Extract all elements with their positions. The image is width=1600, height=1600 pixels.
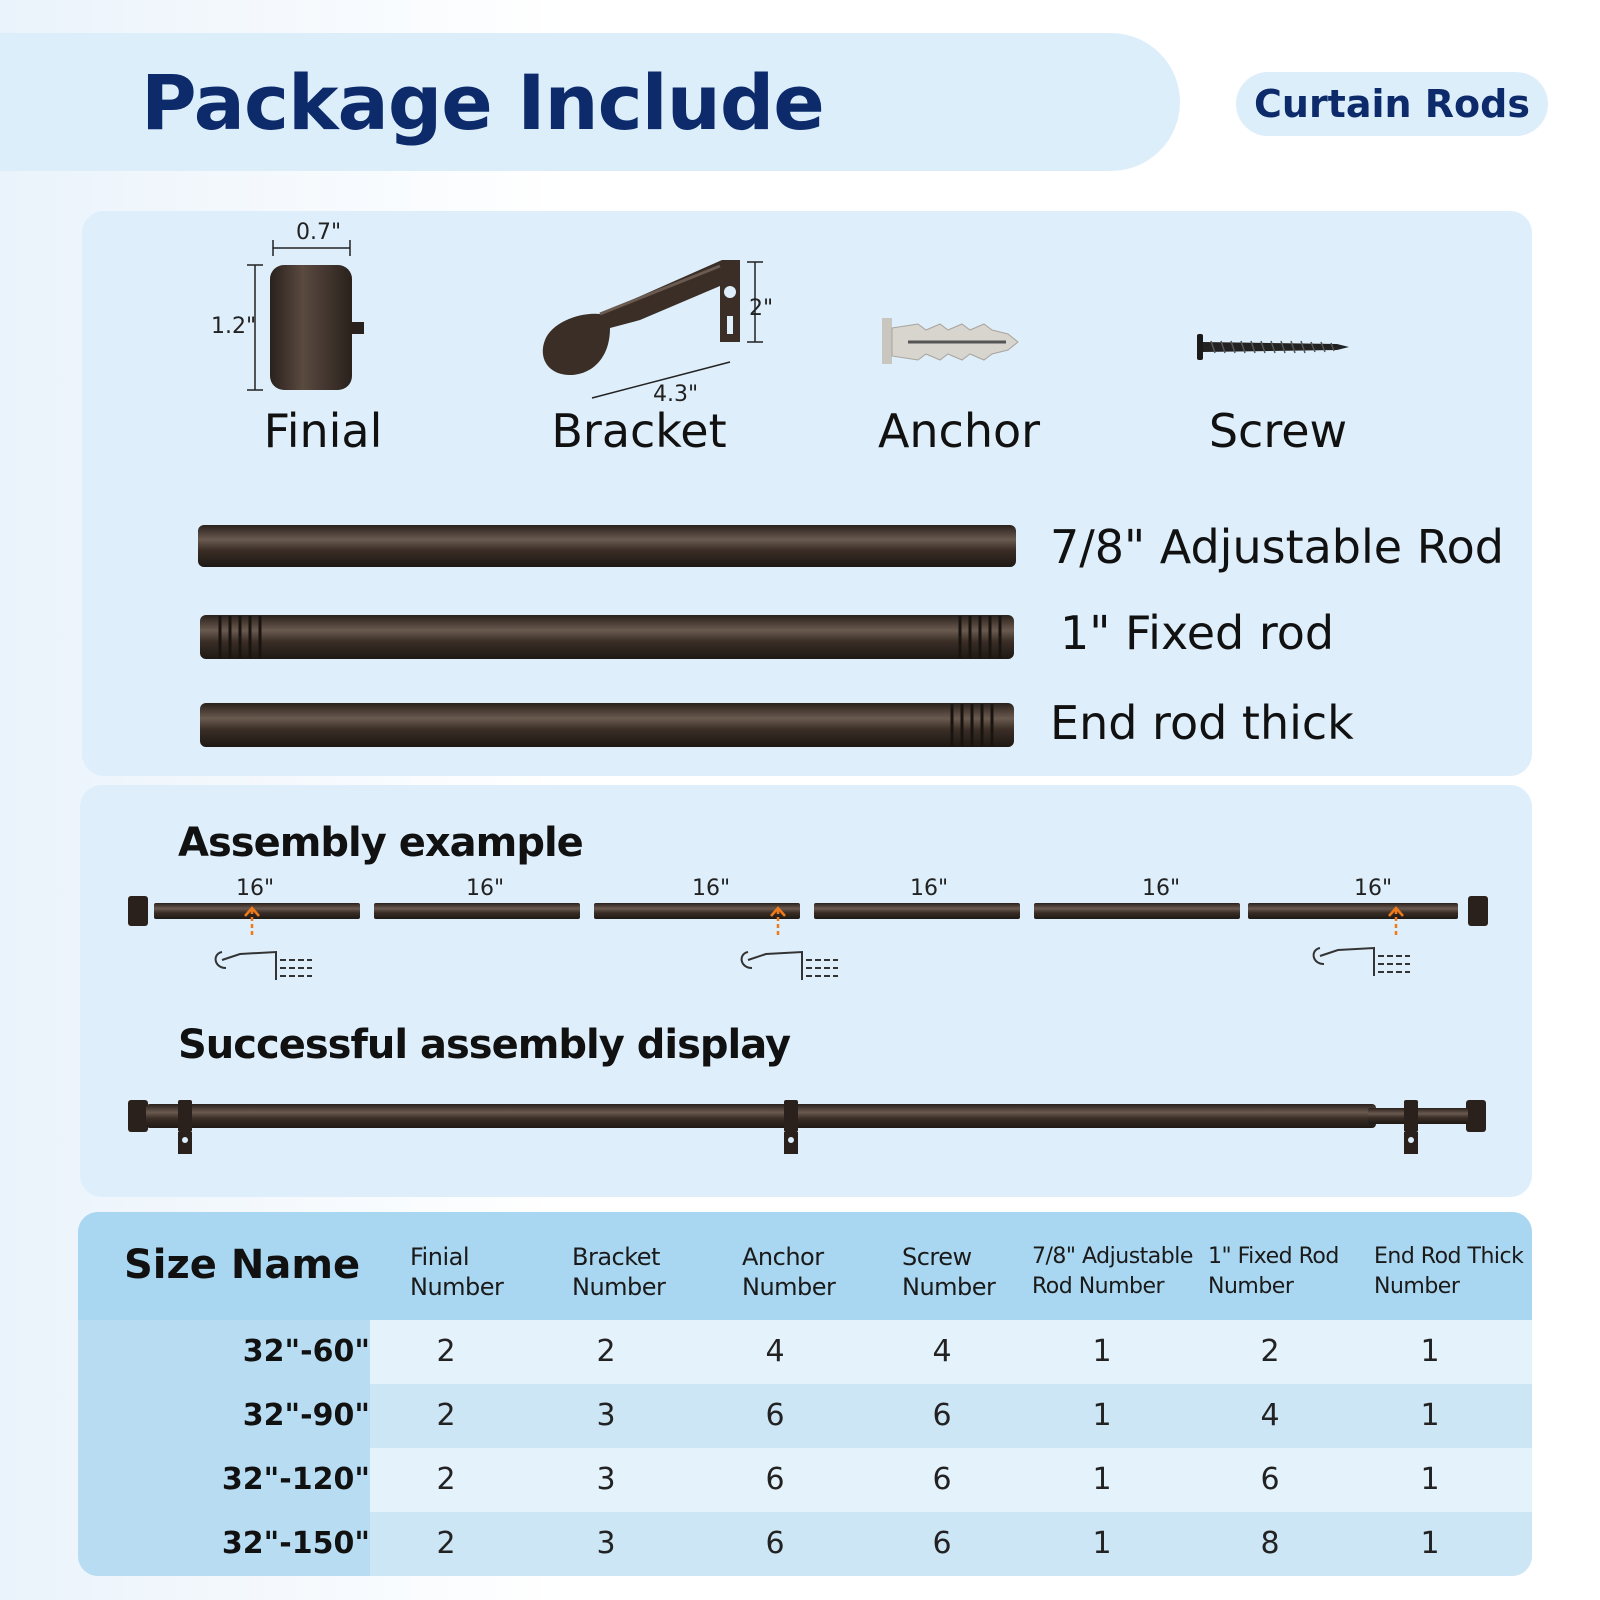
size-cell: [78, 1384, 370, 1448]
segment-length-label: 16": [466, 876, 505, 901]
end-rod-count: 1: [1420, 1462, 1440, 1497]
fixed-rod-count: 6: [1260, 1462, 1280, 1497]
finial-count: 2: [436, 1462, 456, 1497]
header-end-rod-number: End Rod Thick Number: [1374, 1244, 1524, 1299]
anchor-image: [878, 316, 1028, 376]
anchor-label: Anchor: [877, 404, 1041, 458]
bracket-count: 3: [596, 1526, 616, 1561]
finial-count: 2: [436, 1334, 456, 1369]
successful-assembly-diagram: [128, 1100, 1488, 1160]
segment-length-label: 16": [910, 876, 949, 901]
size-name: 32"-120": [221, 1462, 370, 1497]
bracket-count: 3: [596, 1398, 616, 1433]
header-screw-number: Screw Number: [902, 1243, 996, 1301]
screw-label: Screw: [1208, 404, 1348, 458]
fixed-rod-count: 2: [1260, 1334, 1280, 1369]
bracket-height-dimension: 2": [749, 296, 774, 321]
size-cell: [78, 1448, 370, 1512]
end-rod-count: 1: [1420, 1334, 1440, 1369]
screw-count: 6: [932, 1398, 952, 1433]
header-size-name: Size Name: [124, 1242, 361, 1288]
screw-count: 6: [932, 1526, 952, 1561]
size-name: 32"-60": [242, 1334, 370, 1369]
segment-length-label: 16": [1142, 876, 1181, 901]
finial-count: 2: [436, 1526, 456, 1561]
bracket-count: 2: [596, 1334, 616, 1369]
anchor-count: 6: [765, 1398, 785, 1433]
header-bracket-number: Bracket Number: [572, 1243, 666, 1301]
size-cell: [78, 1320, 370, 1384]
successful-assembly-title: Successful assembly display: [178, 1022, 791, 1068]
bracket-label: Bracket: [551, 404, 727, 458]
size-name: 32"-150": [221, 1526, 370, 1561]
end-rod-count: 1: [1420, 1526, 1440, 1561]
header-anchor-number: Anchor Number: [742, 1243, 836, 1301]
table-row: [78, 1448, 1532, 1512]
header-finial-number: Finial Number: [410, 1243, 504, 1301]
package-quantity-table: [78, 1212, 1532, 1576]
screw-count: 4: [932, 1334, 952, 1369]
fixed-rod-count: 8: [1260, 1526, 1280, 1561]
table-row: [78, 1320, 1532, 1384]
header-adjustable-rod-number: 7/8" Adjustable Rod Number: [1032, 1244, 1193, 1299]
bracket-count: 3: [596, 1462, 616, 1497]
fixed-rod-label: 1" Fixed rod: [1060, 606, 1335, 660]
adjustable-rod-count: 1: [1092, 1334, 1112, 1369]
fixed-rod-count: 4: [1260, 1398, 1280, 1433]
size-cell: [78, 1512, 370, 1576]
fixed-rod-image: [200, 614, 1020, 662]
screw-count: 6: [932, 1462, 952, 1497]
finial-height-dimension: 1.2": [211, 314, 257, 339]
adjustable-rod-count: 1: [1092, 1398, 1112, 1433]
finial-label: Finial: [263, 404, 383, 458]
table-row: [78, 1384, 1532, 1448]
category-badge: Curtain Rods: [1236, 72, 1548, 136]
end-rod-label: End rod thick: [1050, 696, 1354, 750]
adjustable-rod-count: 1: [1092, 1462, 1112, 1497]
table-header-row: [78, 1212, 1532, 1320]
segment-length-label: 16": [1354, 876, 1393, 901]
adjustable-rod-label: 7/8" Adjustable Rod: [1050, 520, 1504, 574]
end-rod-count: 1: [1420, 1398, 1440, 1433]
adjustable-rod-image: [198, 525, 1018, 569]
page-title: Package Include: [141, 58, 824, 147]
anchor-count: 6: [765, 1462, 785, 1497]
header-fixed-rod-number: 1" Fixed Rod Number: [1208, 1244, 1339, 1299]
assembly-example-title: Assembly example: [178, 820, 583, 866]
finial-count: 2: [436, 1398, 456, 1433]
assembly-example-diagram: [128, 896, 1488, 1006]
segment-length-label: 16": [692, 876, 731, 901]
screw-image: [1197, 330, 1357, 370]
finial-width-dimension: 0.7": [296, 220, 342, 245]
segment-length-label: 16": [236, 876, 275, 901]
bracket-depth-dimension: 4.3": [653, 382, 699, 407]
size-name: 32"-90": [242, 1398, 370, 1433]
table-row: [78, 1512, 1532, 1576]
anchor-count: 4: [765, 1334, 785, 1369]
adjustable-rod-count: 1: [1092, 1526, 1112, 1561]
anchor-count: 6: [765, 1526, 785, 1561]
end-rod-image: [200, 702, 1020, 750]
